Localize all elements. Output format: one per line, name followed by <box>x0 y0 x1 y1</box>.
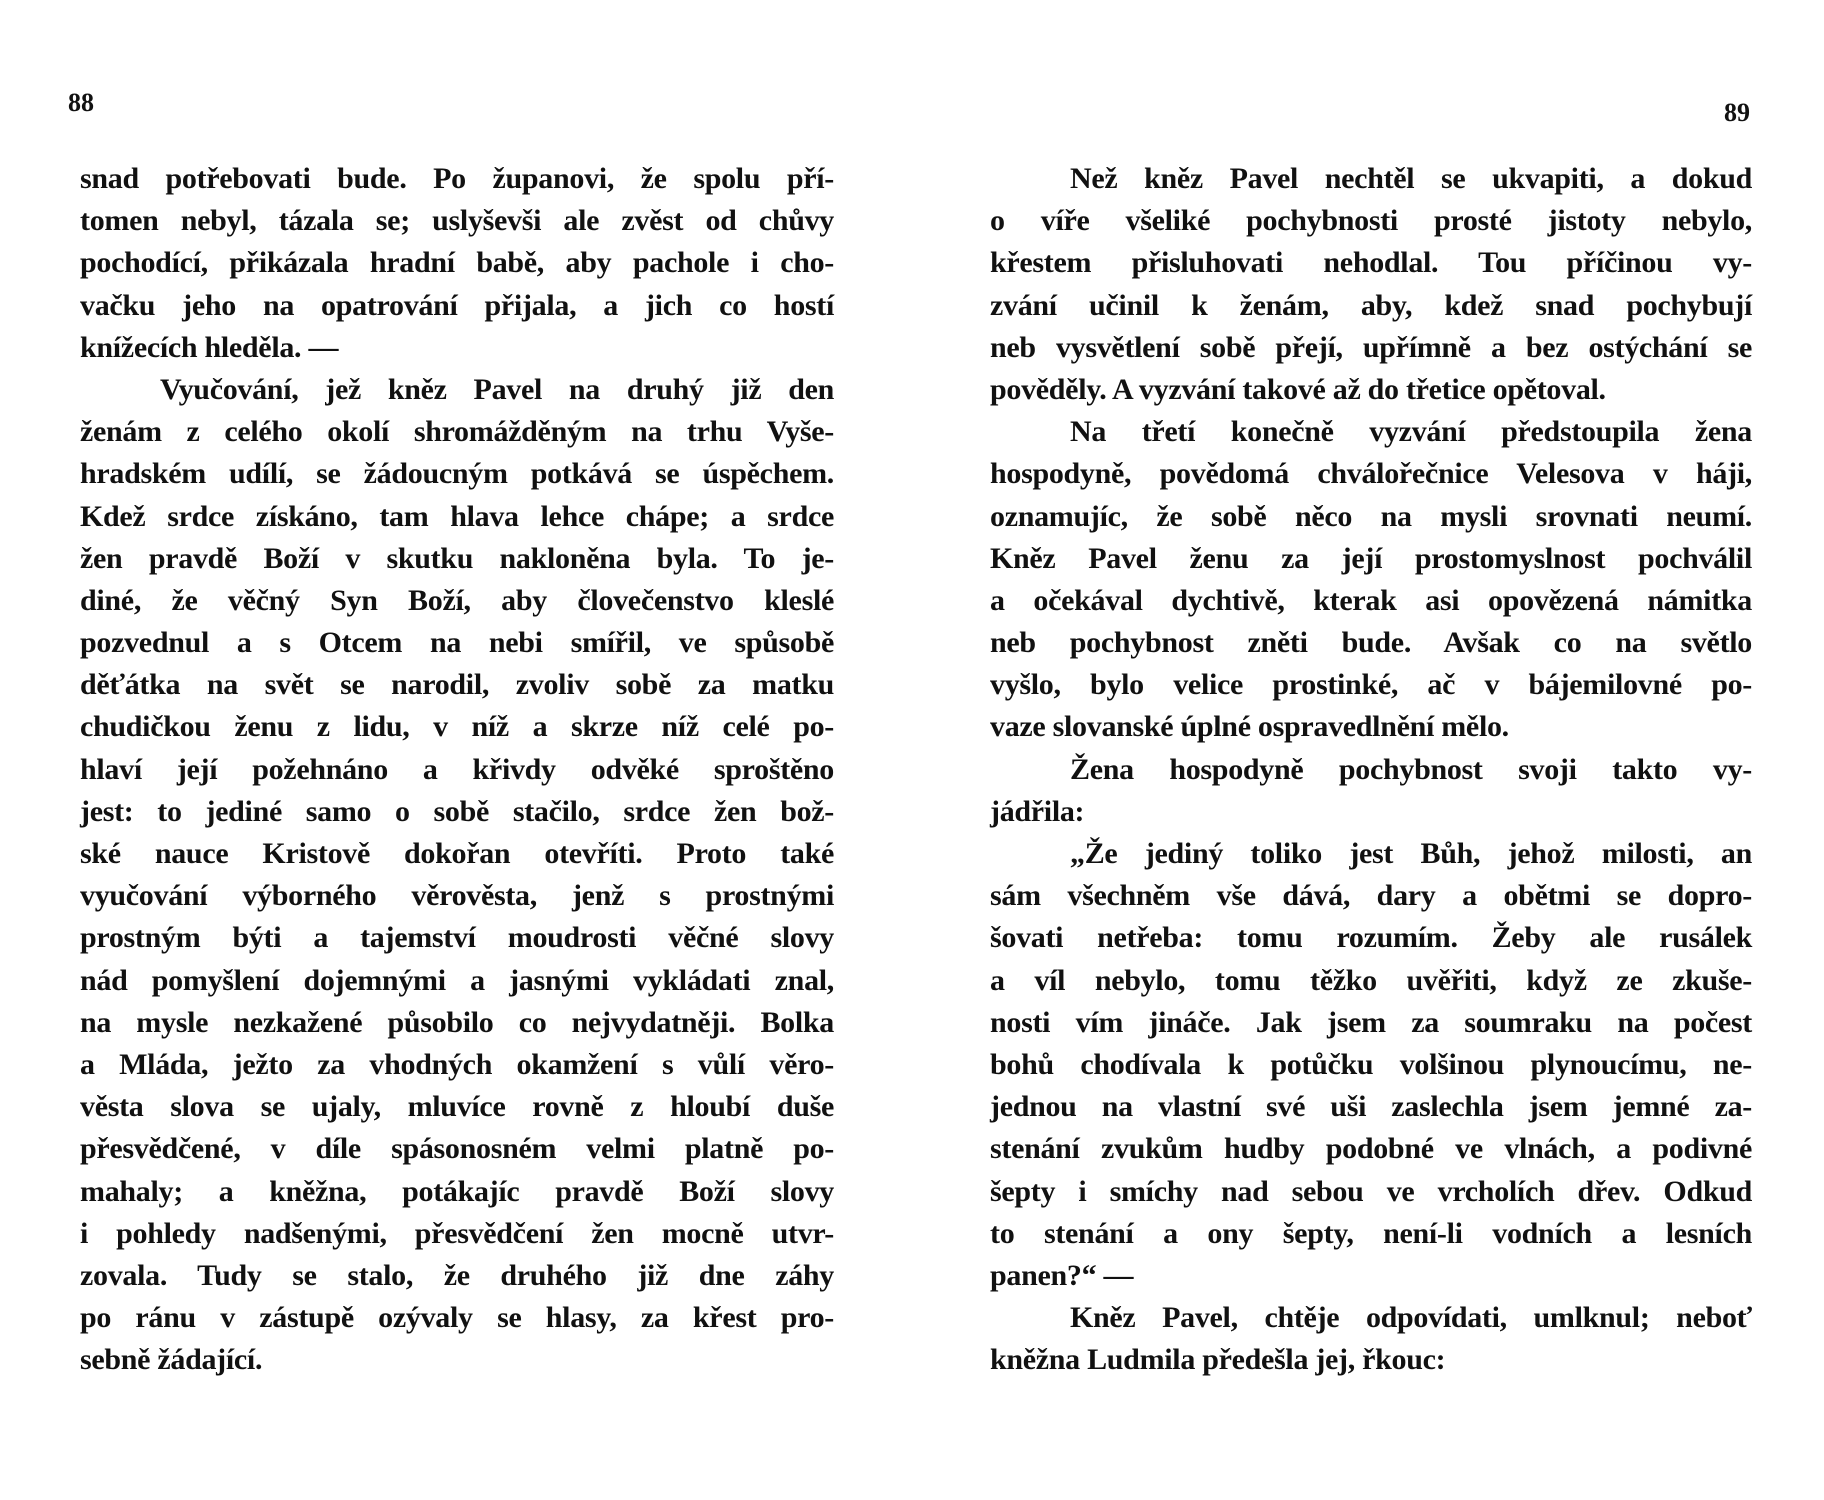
text-line: hospodyně, povědomá chválořečnice Velesova v háji, <box>990 457 1752 491</box>
text-line: jednou na vlastní své uši zaslechla jsem jemné za- <box>990 1090 1752 1124</box>
text-line: o víře všeliké pochybnosti prosté jistoty nebylo, <box>990 204 1752 238</box>
text-line: Na třetí konečně vyzvání předstoupila žena <box>1070 415 1752 449</box>
paragraph <box>80 158 834 369</box>
text-line: ské nauce Kristově dokořan otevříti. Proto také <box>80 837 834 870</box>
paragraph <box>80 369 834 1382</box>
page-number: 89 <box>1724 98 1750 127</box>
text-line: nosti vím jináče. Jak jsem za soumraku na počest <box>990 1005 1752 1039</box>
text-line: neb vysvětlení sobě přejí, upřímně a bez ostýchání se <box>990 330 1752 364</box>
text-line: Kněz Pavel ženu za její prostomyslnost pochválil <box>990 541 1752 575</box>
text-line: žen pravdě Boží v skutku nakloněna byla. To je- <box>80 541 834 575</box>
text-line: křestem přisluhovati nehodlal. Tou příčinou vy- <box>990 246 1752 280</box>
text-line: stenání zvukům hudby podobné ve vlnách, a podivné <box>990 1132 1752 1166</box>
text-line: a očekával dychtivě, kterak asi opovězená námitka <box>990 583 1752 617</box>
text-line: bohů chodívala k potůčku volšinou plynoucímu, ne- <box>990 1047 1752 1081</box>
text-line: ženám z celého okolí shromážděným na trhu Vyše- <box>80 415 834 449</box>
text-line: kněžna Ludmila předešla jej, řkouc: <box>990 1343 1446 1377</box>
paragraph <box>990 158 1752 411</box>
text-line: snad potřebovati bude. Po županovi, že spolu pří- <box>80 162 834 195</box>
text-line: děťátka na svět se narodil, zvoliv sobě za matku <box>80 668 834 702</box>
text-line: zvání učinil k ženám, aby, kdež snad pochybují <box>990 288 1752 322</box>
text-line: Kněz Pavel, chtěje odpovídati, umlknul; neboť <box>1070 1301 1752 1335</box>
text-line: neb pochybnost zněti bude. Avšak co na světlo <box>990 626 1752 660</box>
text-line: panen?“ — <box>990 1258 1134 1292</box>
text-line: pověděly. A vyzvání takové až do třetice opětoval. <box>990 372 1606 406</box>
paragraph <box>990 1297 1752 1381</box>
text-line: jest: to jediné samo o sobě stačilo, srdce žen bož- <box>80 794 834 828</box>
text-line: hradském udílí, se žádoucným potkává se úspěchem. <box>80 457 834 491</box>
text-line: „Že jediný toliko jest Bůh, jehož milosti, an <box>1070 837 1752 870</box>
text-line: chudičkou ženu z lidu, v níž a skrze níž celé po- <box>80 710 834 744</box>
page-text <box>990 158 1752 1381</box>
text-line: nád pomyšlení dojemnými a jasnými vykládati znal, <box>80 963 834 997</box>
text-line: věsta slova se ujaly, mluvíce rovně z hloubí duše <box>80 1090 834 1124</box>
text-line: prostným býti a tajemství moudrosti věčné slovy <box>80 921 834 955</box>
text-line: na mysle nezkažené působilo co nejvydatněji. Bolka <box>80 1005 834 1039</box>
paragraph <box>990 749 1752 833</box>
text-line: vyučování výborného věrověsta, jenž s prostnými <box>80 879 834 913</box>
text-line: po ránu v zástupě ozývaly se hlasy, za křest pro- <box>80 1301 834 1335</box>
page-text <box>80 158 834 1381</box>
text-line: tomen nebyl, tázala se; uslyševši ale zvěst od chůvy <box>80 204 834 238</box>
right-page <box>912 0 1824 1500</box>
text-line: vaze slovanské úplné ospravedlnění mělo. <box>990 710 1509 744</box>
text-line: jádřila: <box>990 794 1085 828</box>
text-line: knížecích hleděla. — <box>80 330 339 364</box>
text-line: pozvednul a s Otcem na nebi smířil, ve spůsobě <box>80 626 834 660</box>
text-line: zovala. Tudy se stalo, že druhého již dne záhy <box>80 1258 834 1292</box>
text-line: šepty i smíchy nad sebou ve vrcholích dřev. Odkud <box>990 1174 1752 1208</box>
text-line: Než kněz Pavel nechtěl se ukvapiti, a dokud <box>1070 162 1752 195</box>
text-line: mahaly; a kněžna, potákajíc pravdě Boží slovy <box>80 1174 834 1208</box>
text-line: pochodící, přikázala hradní babě, aby pachole i cho- <box>80 246 834 280</box>
page-number: 88 <box>68 88 94 117</box>
text-line: to stenání a ony šepty, není-li vodních a lesních <box>990 1216 1752 1250</box>
text-line: přesvědčené, v díle spásonosném velmi platně po- <box>80 1132 834 1166</box>
text-line: Kdež srdce získáno, tam hlava lehce chápe; a srdce <box>80 499 834 533</box>
text-line: oznamujíc, že sobě něco na mysli srovnati neumí. <box>990 499 1752 533</box>
paragraph <box>990 411 1752 749</box>
text-line: Vyučování, jež kněz Pavel na druhý již den <box>160 372 834 406</box>
text-line: a víl nebylo, tomu těžko uvěřiti, když ze zkuše- <box>990 963 1752 997</box>
text-line: diné, že věčný Syn Boží, aby človečenstvo kleslé <box>80 583 834 617</box>
text-line: sebně žádající. <box>80 1343 263 1377</box>
text-line: sám všechněm vše dává, dary a obětmi se dopro- <box>990 879 1752 913</box>
text-line: Žena hospodyně pochybnost svoji takto vy- <box>1070 752 1752 786</box>
text-line: šovati netřeba: tomu rozumím. Žeby ale rusálek <box>990 921 1752 955</box>
text-line: vyšlo, bylo velice prostinké, ač v bájemilovné po- <box>990 668 1752 702</box>
text-line: a Mláda, ježto za vhodných okamžení s vůlí věro- <box>80 1047 834 1081</box>
text-line: i pohledy nadšenými, přesvědčení žen mocně utvr- <box>80 1216 834 1250</box>
text-line: vačku jeho na opatrování přijala, a jich co hostí <box>80 288 834 322</box>
paragraph <box>990 833 1752 1297</box>
text-line: hlaví její požehnáno a křivdy odvěké sproštěno <box>80 752 834 786</box>
